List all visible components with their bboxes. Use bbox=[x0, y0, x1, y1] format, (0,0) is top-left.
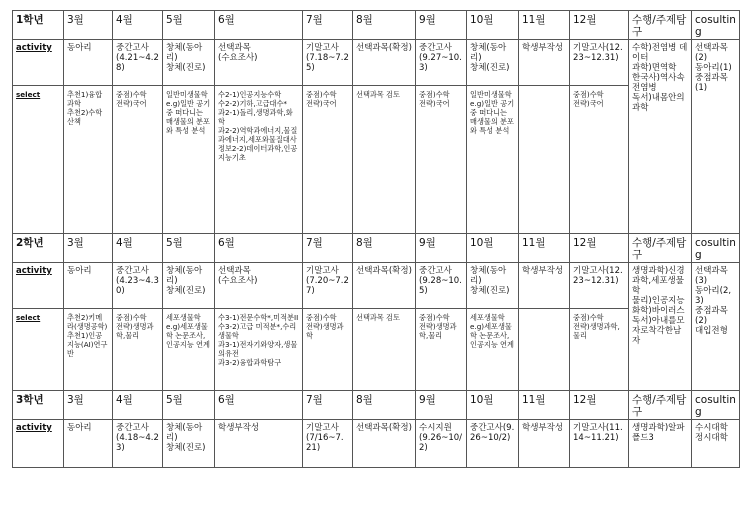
month-label: 4월 bbox=[113, 11, 163, 40]
grade-1-activity-row bbox=[13, 40, 740, 86]
activity-cell: 기말고사(7/16~7.21) bbox=[303, 420, 353, 468]
grade-1-header-row bbox=[13, 11, 740, 40]
activity-cell: 중간고사(9.28~10.5) bbox=[416, 263, 467, 309]
activity-cell: 창체(동아리) 창체(진로) bbox=[163, 263, 215, 309]
activity-cell: 기말고사(7.18~7.25) bbox=[303, 40, 353, 86]
activity-cell: 학생부작성 bbox=[519, 263, 570, 309]
select-cell: 세포생물학 e.g)세포생물학 논문조사, 인공지능 연계 bbox=[163, 309, 215, 391]
consulting-cell: 선택과목(3) 동아리(2,3) 중점과목(2) 대입전형 bbox=[692, 263, 740, 391]
activity-cell: 학생부작성 bbox=[519, 40, 570, 86]
activity-cell: 창체(동아리) 창체(진로) bbox=[163, 40, 215, 86]
select-cell bbox=[519, 86, 570, 234]
month-label: 7월 bbox=[303, 391, 353, 420]
activity-cell: 선택과목(확정) bbox=[353, 40, 416, 86]
month-label: 3월 bbox=[64, 234, 113, 263]
month-label: 9월 bbox=[416, 391, 467, 420]
select-cell: 추천1)융합과학 추천2)수학산책 bbox=[64, 86, 113, 234]
month-label: 5월 bbox=[163, 391, 215, 420]
curriculum-plan-table bbox=[12, 10, 740, 468]
activity-cell: 동아리 bbox=[64, 40, 113, 86]
suhaeng-cell: 생명과학)신경과학,세포생물학 물리)인공지능 화학)바이러스 독서)아내를모자로착각한남자 bbox=[629, 263, 692, 391]
grade-title: 3학년 bbox=[13, 391, 64, 420]
suhaeng-header: 수행/주제탐구 bbox=[629, 234, 692, 263]
consulting-cell: 선택과목(2) 동아리(1) 중점과목(1) bbox=[692, 40, 740, 234]
activity-cell: 중간고사(4.18~4.23) bbox=[113, 420, 163, 468]
activity-cell: 기말고사(7.20~7.27) bbox=[303, 263, 353, 309]
month-label: 5월 bbox=[163, 11, 215, 40]
activity-cell: 선택과목(확정) bbox=[353, 263, 416, 309]
select-cell: 중점)수학 전략)국어 bbox=[113, 86, 163, 234]
activity-cell: 창체(동아리) 창체(진로) bbox=[163, 420, 215, 468]
activity-cell: 동아리 bbox=[64, 420, 113, 468]
activity-cell: 중간고사(9.26~10/2) bbox=[467, 420, 519, 468]
select-cell: 선택과목 검토 bbox=[353, 309, 416, 391]
month-label: 6월 bbox=[215, 234, 303, 263]
month-label: 11월 bbox=[519, 391, 570, 420]
select-cell bbox=[519, 309, 570, 391]
month-label: 11월 bbox=[519, 11, 570, 40]
select-cell: 추천2)키메라(생명공학) 추천1)인공지능(AI)연구반 bbox=[64, 309, 113, 391]
activity-cell: 선택과목 (수요조사) bbox=[215, 263, 303, 309]
activity-cell: 선택과목(확정) bbox=[353, 420, 416, 468]
grade-3-header-row bbox=[13, 391, 740, 420]
consulting-header: cosulting bbox=[692, 11, 740, 40]
month-label: 10월 bbox=[467, 234, 519, 263]
activity-cell: 수시지원(9.26~10/2) bbox=[416, 420, 467, 468]
activity-cell: 학생부작성 bbox=[519, 420, 570, 468]
select-cell: 선택과목 검토 bbox=[353, 86, 416, 234]
select-row-label: select bbox=[13, 309, 64, 391]
select-cell: 중점)수학 전략)국어 bbox=[303, 86, 353, 234]
select-cell: 중점)수학 전략)생명과학,물리 bbox=[113, 309, 163, 391]
month-label: 10월 bbox=[467, 391, 519, 420]
select-cell: 중점)수학 전략)생명과학 bbox=[303, 309, 353, 391]
month-label: 7월 bbox=[303, 11, 353, 40]
month-label: 9월 bbox=[416, 234, 467, 263]
month-label: 4월 bbox=[113, 391, 163, 420]
select-cell: 일반미생물학 e.g)일반 공기중 떠다니는 매생물의 분포와 특성 분석 bbox=[163, 86, 215, 234]
consulting-cell: 수시대학 정시대학 bbox=[692, 420, 740, 468]
select-cell: 중점)수학 전략)생명과학,물리 bbox=[570, 309, 629, 391]
activity-cell: 중간고사(4.23~4.30) bbox=[113, 263, 163, 309]
activity-cell: 기말고사(12.23~12.31) bbox=[570, 263, 629, 309]
select-row-label: select bbox=[13, 86, 64, 234]
month-label: 4월 bbox=[113, 234, 163, 263]
consulting-header: cosulting bbox=[692, 234, 740, 263]
activity-cell: 동아리 bbox=[64, 263, 113, 309]
activity-cell: 중간고사(4.21~4.28) bbox=[113, 40, 163, 86]
month-label: 6월 bbox=[215, 391, 303, 420]
month-label: 8월 bbox=[353, 11, 416, 40]
month-label: 3월 bbox=[64, 11, 113, 40]
month-label: 8월 bbox=[353, 391, 416, 420]
month-label: 3월 bbox=[64, 391, 113, 420]
suhaeng-header: 수행/주제탐구 bbox=[629, 11, 692, 40]
suhaeng-cell: 수학)전염병 데이터 과학)면역학 한국사)역사속 전염병 독서)내몸안의 과학 bbox=[629, 40, 692, 234]
grade-3-activity-row bbox=[13, 420, 740, 468]
month-label: 6월 bbox=[215, 11, 303, 40]
month-label: 12월 bbox=[570, 234, 629, 263]
activity-cell: 기말고사(11.14~11.21) bbox=[570, 420, 629, 468]
grade-2-activity-row bbox=[13, 263, 740, 309]
grade-title: 2학년 bbox=[13, 234, 64, 263]
month-label: 12월 bbox=[570, 391, 629, 420]
select-cell: 수3-1)전문수학*,미적분II 수3-2)고급 미적분*,수리생물학 과3-1)전자기와양자,생물의유전 과3-2)융합과학탐구 bbox=[215, 309, 303, 391]
grade-title: 1학년 bbox=[13, 11, 64, 40]
month-label: 12월 bbox=[570, 11, 629, 40]
select-cell: 일반미생물학 e.g)일반 공기중 떠다니는 매생물의 분포와 특성 분석 bbox=[467, 86, 519, 234]
select-cell: 중점)수학 전략)생명과학,물리 bbox=[416, 309, 467, 391]
month-label: 8월 bbox=[353, 234, 416, 263]
select-cell: 세포생물학 e.g)세포생물학 논문조사, 인공지능 연계 bbox=[467, 309, 519, 391]
month-label: 7월 bbox=[303, 234, 353, 263]
select-cell: 수2-1)인공지능수학 수2-2)기하,고급대수* 과2-1)돌리,생명과학,화학 과2-2)역학과에너지,물질과에너지,세포와물질대사 정보2-2)데이터과학,인공지능기초 bbox=[215, 86, 303, 234]
activity-row-label: activity bbox=[13, 420, 64, 468]
grade-2-header-row bbox=[13, 234, 740, 263]
select-cell: 중점)수학 전략)국어 bbox=[570, 86, 629, 234]
month-label: 11월 bbox=[519, 234, 570, 263]
activity-row-label: activity bbox=[13, 263, 64, 309]
consulting-header: cosulting bbox=[692, 391, 740, 420]
activity-cell: 창체(동아리) 창체(진로) bbox=[467, 263, 519, 309]
activity-cell: 기말고사(12.23~12.31) bbox=[570, 40, 629, 86]
activity-cell: 선택과목 (수요조사) bbox=[215, 40, 303, 86]
activity-cell: 창체(동아리) 창체(진로) bbox=[467, 40, 519, 86]
activity-cell: 학생부작성 bbox=[215, 420, 303, 468]
suhaeng-header: 수행/주제탐구 bbox=[629, 391, 692, 420]
activity-row-label: activity bbox=[13, 40, 64, 86]
month-label: 5월 bbox=[163, 234, 215, 263]
activity-cell: 중간고사(9.27~10.3) bbox=[416, 40, 467, 86]
month-label: 10월 bbox=[467, 11, 519, 40]
suhaeng-cell: 생명과학)알파폴드3 bbox=[629, 420, 692, 468]
month-label: 9월 bbox=[416, 11, 467, 40]
select-cell: 중점)수학 전략)국어 bbox=[416, 86, 467, 234]
